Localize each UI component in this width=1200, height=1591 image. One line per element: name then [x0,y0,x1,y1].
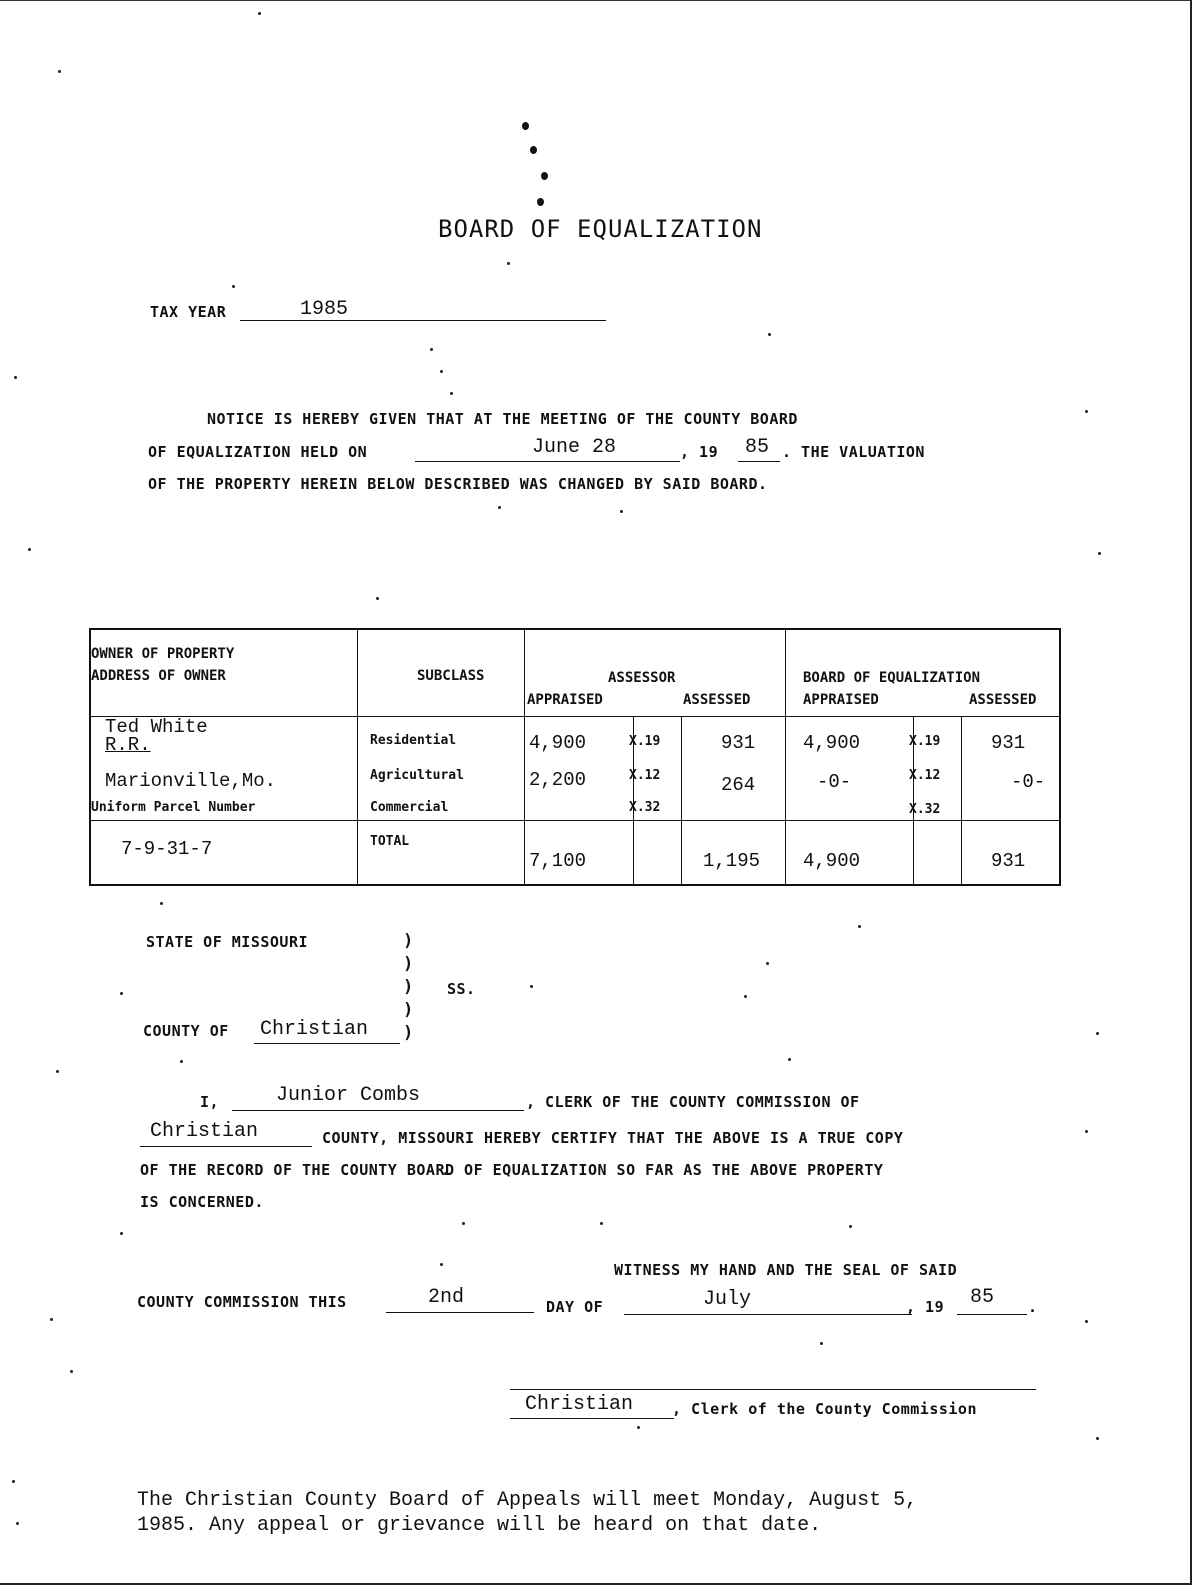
header-assessor-assessed: ASSESSED [683,692,751,708]
meeting-year-line [738,461,780,462]
owner-route: R.R. [105,734,151,756]
header-subclass: SUBCLASS [417,668,485,684]
table-row-agricultural-board-rate: X.12 [909,768,941,783]
table-row-agricultural-subclass: Agricultural [370,768,464,783]
header-board-appraised: APPRAISED [803,692,879,708]
witness-day: 2nd [428,1286,465,1309]
venue-state: STATE OF MISSOURI [146,933,309,951]
certification-line-1: , CLERK OF THE COUNTY COMMISSION OF [526,1093,860,1111]
table-row-agricultural-assessor-assessed: 264 [721,774,756,796]
witness-year-line [957,1314,1027,1315]
table-row-residential-subclass: Residential [370,733,457,748]
venue-ss: SS. [447,980,476,998]
meeting-year-prefix: , 19 [680,443,719,461]
cert-county: Christian [150,1120,259,1143]
witness-period: . [1028,1298,1038,1316]
certification-line-3: OF THE RECORD OF THE COUNTY BOARD OF EQUALIZATION SO FAR AS THE ABOVE PROPERTY [140,1161,884,1179]
venue-county-line [254,1043,400,1044]
owner-name: Ted White [105,716,208,738]
cert-county-line [140,1146,312,1147]
witness-year: 85 [970,1286,995,1309]
meeting-date: June 28 [532,436,617,459]
meeting-date-line [415,461,680,462]
certification-line-4: IS CONCERNED. [140,1193,264,1211]
certification-line-2: COUNTY, MISSOURI HEREBY CERTIFY THAT THE ABOVE IS A TRUE COPY [322,1129,904,1147]
header-board: BOARD OF EQUALIZATION [803,670,981,686]
witness-day-line [386,1312,534,1313]
meeting-year: 85 [745,436,770,459]
signature-title: , Clerk of the County Commission [672,1400,977,1418]
table-row-residential-assessor-assessed: 931 [721,732,756,754]
table-row-agricultural-board-assessed: -0- [1011,771,1046,793]
table-row-commercial-rate: X.32 [629,800,661,815]
header-address: ADDRESS OF OWNER [91,668,226,684]
signature-line [510,1389,1036,1390]
notice-line-3: OF THE PROPERTY HEREIN BELOW DESCRIBED WAS CHANGED BY SAID BOARD. [148,475,768,493]
witness-line-2-prefix: COUNTY COMMISSION THIS [137,1293,347,1311]
header-owner: OWNER OF PROPERTY [91,646,235,662]
venue-brackets: ) ) ) ) ) [403,931,414,1043]
parcel-label: Uniform Parcel Number [91,800,256,815]
clerk-name-line [232,1110,524,1111]
table-row-total-assessor-assessed: 1,195 [703,850,761,872]
venue-county: Christian [260,1018,369,1041]
tax-year-line [240,320,606,321]
table-row-residential-rate: X.19 [629,734,661,749]
venue-county-label: COUNTY OF [143,1022,229,1040]
witness-month-line [624,1314,912,1315]
table-row-agricultural-assessor-appraised: 2,200 [529,769,587,791]
footer-line-2: 1985. Any appeal or grievance will be heard on that date. [137,1514,822,1537]
certification-i: I, [200,1093,220,1111]
witness-month: July [703,1288,752,1311]
table-row-residential-board-rate: X.19 [909,734,941,749]
header-assessor: ASSESSOR [608,670,676,686]
witness-line-1: WITNESS MY HAND AND THE SEAL OF SAID [614,1261,958,1279]
table-row-residential-board-appraised: 4,900 [803,732,861,754]
table-row-total-assessor-appraised: 7,100 [529,850,587,872]
footer-line-1: The Christian County Board of Appeals will meet Monday, August 5, [137,1489,918,1512]
document-title: BOARD OF EQUALIZATION [438,215,763,243]
table-row-residential-board-assessed: 931 [991,732,1026,754]
table-row-commercial-subclass: Commercial [370,800,449,815]
header-board-assessed: ASSESSED [969,692,1037,708]
signature-name: Christian [525,1393,634,1416]
witness-year-prefix: , 19 [906,1298,945,1316]
tax-year-label: TAX YEAR [150,303,227,321]
table-row-total-subclass: TOTAL [370,834,410,849]
header-assessor-appraised: APPRAISED [527,692,603,708]
witness-day-of: DAY OF [546,1298,604,1316]
table-row-agricultural-board-appraised: -0- [817,771,852,793]
signature-name-line [510,1418,674,1419]
notice-line-2-prefix: OF EQUALIZATION HELD ON [148,443,368,461]
valuation-table [89,628,1061,886]
table-row-agricultural-rate: X.12 [629,768,661,783]
table-row-total-board-assessed: 931 [991,850,1026,872]
parcel-number: 7-9-31-7 [121,838,213,860]
notice-line-1: NOTICE IS HEREBY GIVEN THAT AT THE MEETING OF THE COUNTY BOARD [207,410,798,428]
table-row-residential-assessor-appraised: 4,900 [529,732,587,754]
table-row-commercial-board-rate: X.32 [909,802,941,817]
table-row-total-board-appraised: 4,900 [803,850,861,872]
owner-city: Marionville,Mo. [105,770,277,792]
clerk-name: Junior Combs [276,1084,421,1107]
tax-year-value: 1985 [300,298,349,321]
notice-line-2-suffix: . THE VALUATION [782,443,925,461]
